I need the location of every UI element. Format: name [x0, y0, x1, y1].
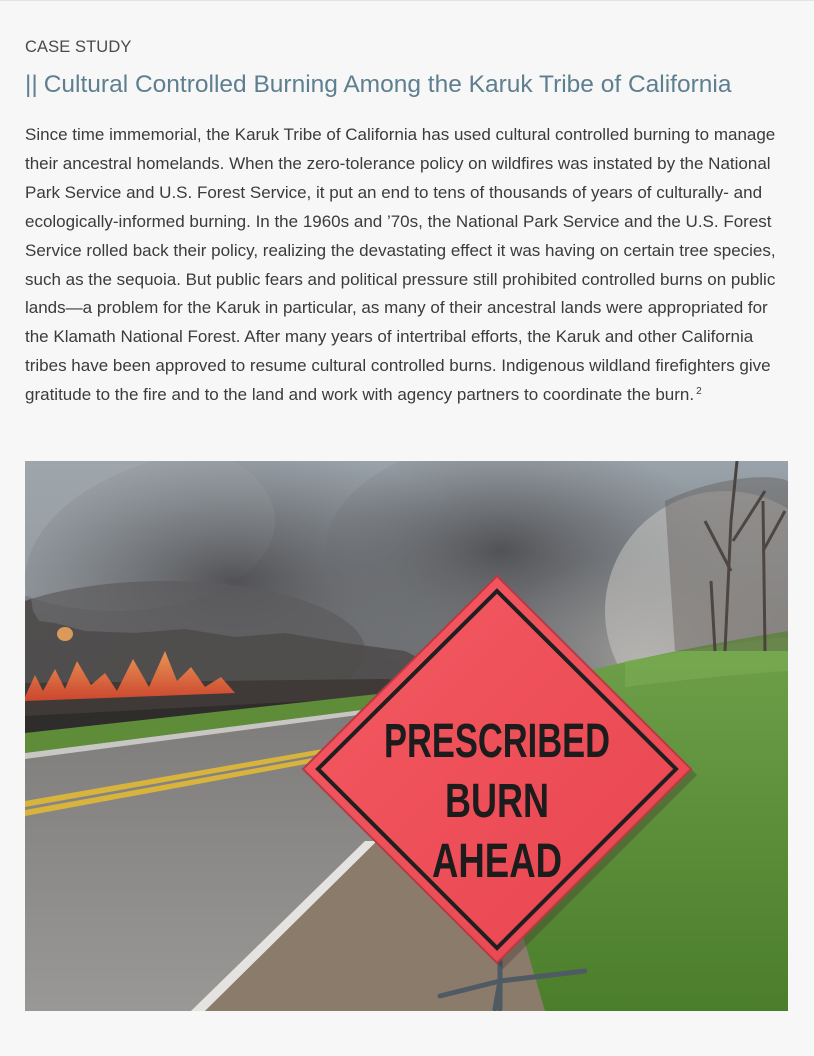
section-label: CASE STUDY — [25, 38, 132, 56]
prescribed-burn-illustration — [25, 461, 788, 1011]
sign-line-3: AHEAD — [432, 835, 562, 888]
sign-line-2: BURN — [445, 775, 549, 828]
case-study-title — [25, 71, 795, 99]
sign-line-1: PRESCRIBED — [384, 715, 610, 768]
paragraph-text: Since time immemorial, the Karuk Tribe of California has used cultural controlled burning to manage their ancestral homelands. When the zero-tolerance policy on wildfires was instated by the National Park Service and U.S. Forest Service, it put an end to tens of thousands of years of culturally- and ecologically-informed burning. In the 1960s and ’70s, the National Park Service and the U.S. Forest Service rolled back their policy, realizing the devastating effect it was having on certain tree species, such as the sequoia. But public fears and political pressure still prohibited controlled burns on public lands—a problem for the Karuk in particular, as many of their ancestral lands were appropriated for the Klamath National Forest. After many years of intertribal efforts, the Karuk and other California tribes have been approved to resume cultural controlled burns. Indigenous wildland firefighters give gratitude to the fire and to the land and work with agency partners to coordinate the burn. — [25, 125, 776, 405]
footnote-marker[interactable]: 2 — [696, 385, 702, 397]
case-study-page — [0, 1, 814, 1056]
prescribed-burn-photo — [25, 461, 788, 1011]
case-study-paragraph — [25, 121, 795, 410]
title-text: Cultural Controlled Burning Among the Karuk Tribe of California — [43, 71, 732, 98]
title-bars-icon: || — [25, 71, 38, 98]
